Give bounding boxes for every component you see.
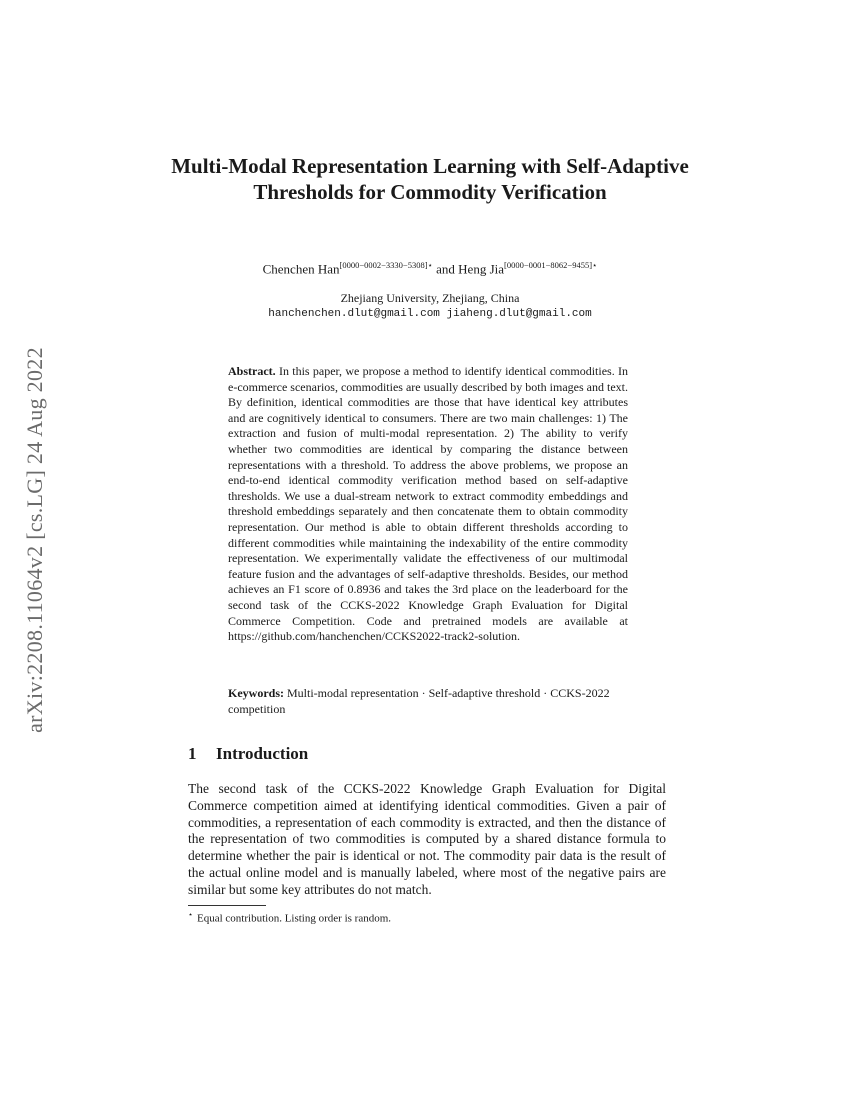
author-1-name: Chenchen Han [262, 261, 340, 277]
affiliation: Zhejiang University, Zhejiang, China [340, 291, 520, 305]
introduction-paragraph: The second task of the CCKS-2022 Knowledge Graph Evaluation for Digital Commerce competition aimed at identifying identical commodities. Given a pair of commodities, a representation of each commodity is extracted, and then the distance of the representation of two commodities is computed by a shared distance formula to determine whether the pair is identical or not. The commodity pair data is the result of the actual online model and is manually labeled, where most of the negative pairs are similar but some key attributes do not match. [188, 781, 666, 897]
author-emails: hanchenchen.dlut@gmail.com jiaheng.dlut@gmail.com [268, 308, 592, 320]
author-1-orcid: [0000−0002−3330−5308]⋆ [339, 260, 433, 270]
footnote-marker: ⋆ [188, 910, 194, 919]
arxiv-identifier-text: arXiv:2208.11064v2 [cs.LG] 24 Aug 2022 [22, 347, 47, 733]
arxiv-side-identifier [15, 300, 55, 780]
section-heading [188, 744, 308, 764]
keywords [228, 686, 628, 717]
section-number: 1 [188, 744, 197, 763]
footnote-rule [188, 905, 266, 906]
affiliation-block [150, 290, 710, 322]
author-2-name: Heng Jia [458, 261, 505, 277]
keywords-text: Multi-modal representation · Self-adaptive threshold · CCKS-2022 competition [228, 686, 610, 716]
abstract [228, 364, 628, 645]
paper-title: Multi-Modal Representation Learning with Self-Adaptive Thresholds for Commodity Verification [171, 154, 689, 204]
footnote [188, 910, 666, 925]
abstract-label: Abstract. [228, 364, 276, 378]
author-2-orcid: [0000−0001−8062−9455]⋆ [504, 260, 598, 270]
author-line [150, 260, 710, 277]
author-connector: and [436, 261, 455, 277]
footnote-text: Equal contribution. Listing order is random. [197, 912, 392, 925]
keywords-label: Keywords: [228, 686, 284, 700]
section-title: Introduction [216, 744, 309, 763]
abstract-text: In this paper, we propose a method to identify identical commodities. In e-commerce scenarios, commodities are usually described by both images and text. By definition, identical commodities are those that have identical key attributes and are cognitively identical to consumers. There are two main challenges: 1) The extraction and fusion of multi-modal representation. 2) The ability to verify whether two commodities are identical by comparing the distance between representations with a threshold. To address the above problems, we propose an end-to-end identical commodity verification method based on self-adaptive thresholds. We use a dual-stream network to extract commodity embeddings and threshold embeddings separately and then concatenate them to obtain commodity representation. Our method is able to obtain different thresholds according to different commodities while maintaining the indexability of the entire commodity representation. We experimentally validate the effectiveness of our multimodal feature fusion and the advantages of self-adaptive thresholds. Besides, our method achieves an F1 score of 0.8936 and takes the 3rd place on the leaderboard for the second task of the CCKS-2022 Knowledge Graph Evaluation for Digital Commerce Competition. Code and pretrained models are available at https://github.com/hanchenchen/CCKS2022-track2-solution. [228, 364, 628, 644]
